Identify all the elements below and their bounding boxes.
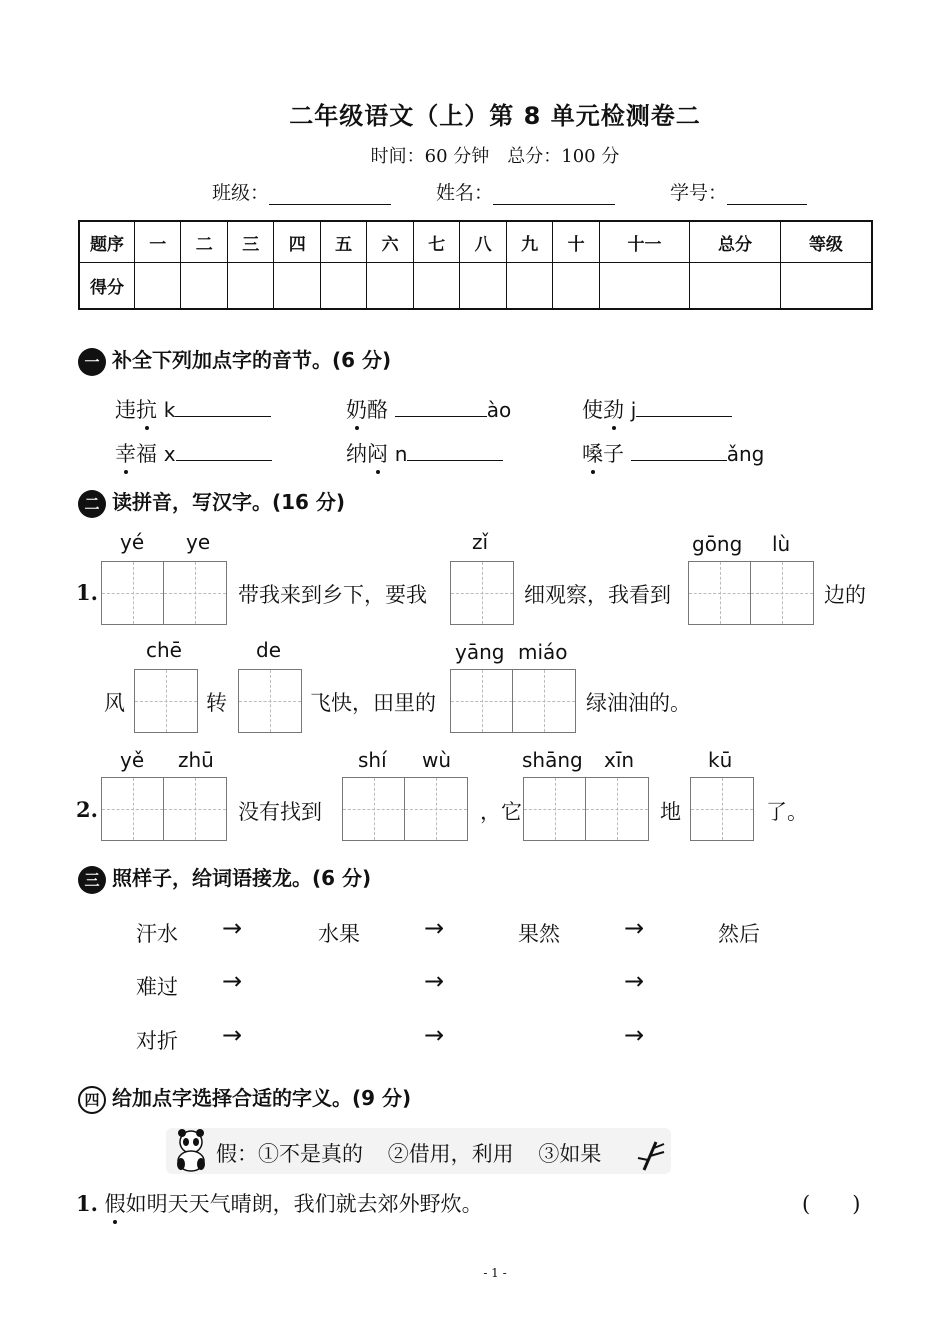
chain-word: 难过	[136, 975, 178, 999]
section-1-heading	[78, 344, 391, 376]
sentence-text: 地	[660, 800, 681, 824]
dotted-char: 劲	[603, 398, 624, 422]
sec1-item	[346, 394, 511, 424]
pinyin-part: k	[163, 398, 176, 422]
chain-word: 然后	[718, 922, 760, 946]
sentence-text: 带我来到乡下，要我	[238, 583, 427, 607]
pinyin-part: j	[630, 398, 637, 422]
score-table-score-row	[79, 263, 872, 310]
score-row-label: 得分	[79, 263, 135, 310]
chain-word: 对折	[136, 1029, 178, 1053]
section-3-badge: 三	[78, 866, 106, 894]
tianzige-box[interactable]	[690, 777, 754, 841]
score-cell[interactable]	[367, 263, 413, 310]
pinyin-blank[interactable]	[631, 442, 727, 461]
section-2-heading	[78, 486, 345, 518]
score-header-cell: 五	[320, 221, 366, 263]
word-part: 酪	[367, 398, 388, 422]
pinyin: xīn	[604, 748, 635, 772]
chain-word: 果然	[518, 922, 560, 946]
dotted-char: 抗	[136, 398, 157, 422]
sentence-text: 飞快，田里的	[310, 691, 436, 715]
pinyin-part: ào	[486, 398, 512, 422]
pinyin-blank[interactable]	[407, 442, 503, 461]
score-header-cell: 等级	[780, 221, 872, 263]
section-3-heading	[78, 862, 371, 894]
pinyin-part: n	[394, 442, 408, 466]
score-cell[interactable]	[599, 263, 689, 310]
arrow-icon: →	[222, 967, 243, 995]
dotted-char: 嗓	[582, 442, 603, 466]
question-number: 2.	[76, 797, 98, 822]
definition-option: ①不是真的	[258, 1142, 363, 1166]
dotted-char: 奶	[346, 398, 367, 422]
score-cell[interactable]	[506, 263, 552, 310]
arrow-icon: →	[424, 967, 445, 995]
sentence-text: 了。	[766, 800, 808, 824]
word-part: 违	[115, 398, 136, 422]
pinyin: yé	[120, 530, 145, 554]
id-label: 学号：	[670, 182, 728, 204]
sentence-text: 转	[206, 691, 227, 715]
section-4-title: 给加点字选择合适的字义。(9 分)	[112, 1086, 412, 1110]
score-table-header-row	[79, 221, 872, 263]
dotted-char: 假	[104, 1192, 126, 1216]
score-cell[interactable]	[135, 263, 181, 310]
sentence-text: ，它	[480, 800, 522, 824]
score-header-cell: 七	[413, 221, 459, 263]
score-header-cell: 八	[460, 221, 506, 263]
definition-line	[216, 1138, 601, 1168]
score-header-cell: 九	[506, 221, 552, 263]
sec1-item	[582, 394, 732, 424]
page-number: - 1 -	[483, 1266, 507, 1280]
tianzige-box[interactable]	[450, 669, 576, 733]
dotted-char: 闷	[367, 442, 388, 466]
tianzige-box[interactable]	[450, 561, 514, 625]
section-2-badge: 二	[78, 490, 106, 518]
pinyin-blank[interactable]	[636, 398, 732, 417]
pinyin-blank[interactable]	[176, 442, 272, 461]
pinyin-blank[interactable]	[395, 398, 487, 417]
score-header-cell: 十一	[599, 221, 689, 263]
score-cell[interactable]	[553, 263, 599, 310]
question-number: 1.	[76, 580, 98, 605]
dotted-char: 幸	[115, 442, 136, 466]
arrow-icon: →	[222, 1021, 243, 1049]
class-label: 班级：	[212, 182, 270, 204]
pinyin: zhū	[178, 748, 214, 772]
id-field	[670, 178, 807, 205]
arrow-icon: →	[624, 914, 645, 942]
sec1-item	[115, 438, 272, 468]
score-header-cell: 十	[553, 221, 599, 263]
sentence-text: 绿油油的。	[586, 691, 691, 715]
id-blank[interactable]	[727, 184, 807, 205]
score-cell[interactable]	[780, 263, 872, 310]
section-1-title: 补全下列加点字的音节。(6 分)	[112, 348, 392, 372]
definition-label: 假：	[216, 1142, 258, 1166]
word-part: 纳	[346, 442, 367, 466]
pinyin: gōng	[692, 532, 743, 556]
section-4-badge: 四	[78, 1086, 106, 1114]
sentence-text: 没有找到	[238, 800, 322, 824]
sec1-item	[115, 394, 271, 424]
sentence-text: 如明天天气晴朗，我们就去郊外野炊。	[125, 1192, 483, 1216]
word-part: 使	[582, 398, 603, 422]
score-header-cell: 三	[227, 221, 273, 263]
sec4-question-1	[76, 1188, 483, 1218]
score-header-cell: 四	[274, 221, 320, 263]
tianzige-box[interactable]	[101, 561, 227, 625]
question-number: 1.	[76, 1191, 98, 1216]
sentence-text: 风	[104, 691, 125, 715]
page-title: 二年级语文（上）第 8 单元检测卷二	[289, 102, 701, 130]
section-4-heading	[78, 1082, 411, 1114]
score-header-cell: 二	[181, 221, 227, 263]
name-blank[interactable]	[493, 184, 615, 205]
score-cell[interactable]	[413, 263, 459, 310]
class-blank[interactable]	[269, 184, 391, 205]
word-part: 子	[603, 442, 624, 466]
pinyin: lù	[772, 532, 791, 556]
class-field	[212, 178, 391, 205]
pinyin: ye	[186, 530, 211, 554]
sentence-text: 细观察，我看到	[524, 583, 671, 607]
tianzige-box[interactable]	[134, 669, 198, 733]
score-cell[interactable]	[460, 263, 506, 310]
answer-parentheses[interactable]: ( )	[802, 1192, 861, 1216]
arrow-icon: →	[222, 914, 243, 942]
sec1-item	[346, 438, 503, 468]
score-cell[interactable]	[320, 263, 366, 310]
section-2-title: 读拼音，写汉字。(16 分)	[112, 490, 346, 514]
score-table	[78, 220, 873, 310]
exam-meta: 时间：60 分钟 总分：100 分	[370, 146, 620, 167]
arrow-icon: →	[424, 1021, 445, 1049]
section-1-badge: 一	[78, 348, 106, 376]
pinyin-part: x	[163, 442, 176, 466]
pinyin: yě	[120, 748, 145, 772]
word-part: 福	[136, 442, 157, 466]
name-field	[436, 178, 615, 205]
arrow-icon: →	[624, 1021, 645, 1049]
tianzige-box[interactable]	[342, 777, 468, 841]
chain-word: 水果	[318, 922, 360, 946]
definition-option: ③如果	[538, 1142, 602, 1166]
score-cell[interactable]	[690, 263, 780, 310]
score-header-cell: 六	[367, 221, 413, 263]
sec1-item	[582, 438, 764, 468]
pinyin: zǐ	[472, 530, 489, 554]
definition-option: ②借用，利用	[387, 1142, 514, 1166]
tianzige-box[interactable]	[238, 669, 302, 733]
pinyin-part: ǎng	[726, 442, 765, 466]
score-cell[interactable]	[181, 263, 227, 310]
arrow-icon: →	[624, 967, 645, 995]
pinyin: wù	[422, 748, 452, 772]
pinyin: shāng	[522, 748, 583, 772]
arrow-icon: →	[424, 914, 445, 942]
tianzige-box[interactable]	[523, 777, 649, 841]
score-cell[interactable]	[227, 263, 273, 310]
pinyin: yāng	[455, 640, 505, 664]
bamboo-icon	[634, 1138, 668, 1172]
chain-word: 汗水	[136, 922, 178, 946]
panda-icon	[172, 1128, 210, 1172]
pinyin: de	[256, 638, 281, 662]
sentence-text: 边的	[824, 583, 866, 607]
tianzige-box[interactable]	[688, 561, 814, 625]
pinyin: kū	[708, 748, 733, 772]
score-header-cell: 题序	[79, 221, 135, 263]
pinyin: chē	[146, 638, 182, 662]
section-3-title: 照样子，给词语接龙。(6 分)	[112, 866, 372, 890]
tianzige-box[interactable]	[101, 777, 227, 841]
score-cell[interactable]	[274, 263, 320, 310]
score-header-cell: 一	[135, 221, 181, 263]
pinyin-blank[interactable]	[175, 398, 271, 417]
pinyin: shí	[358, 748, 387, 772]
name-label: 姓名：	[436, 182, 494, 204]
pinyin: miáo	[518, 640, 568, 664]
score-header-cell: 总分	[690, 221, 780, 263]
